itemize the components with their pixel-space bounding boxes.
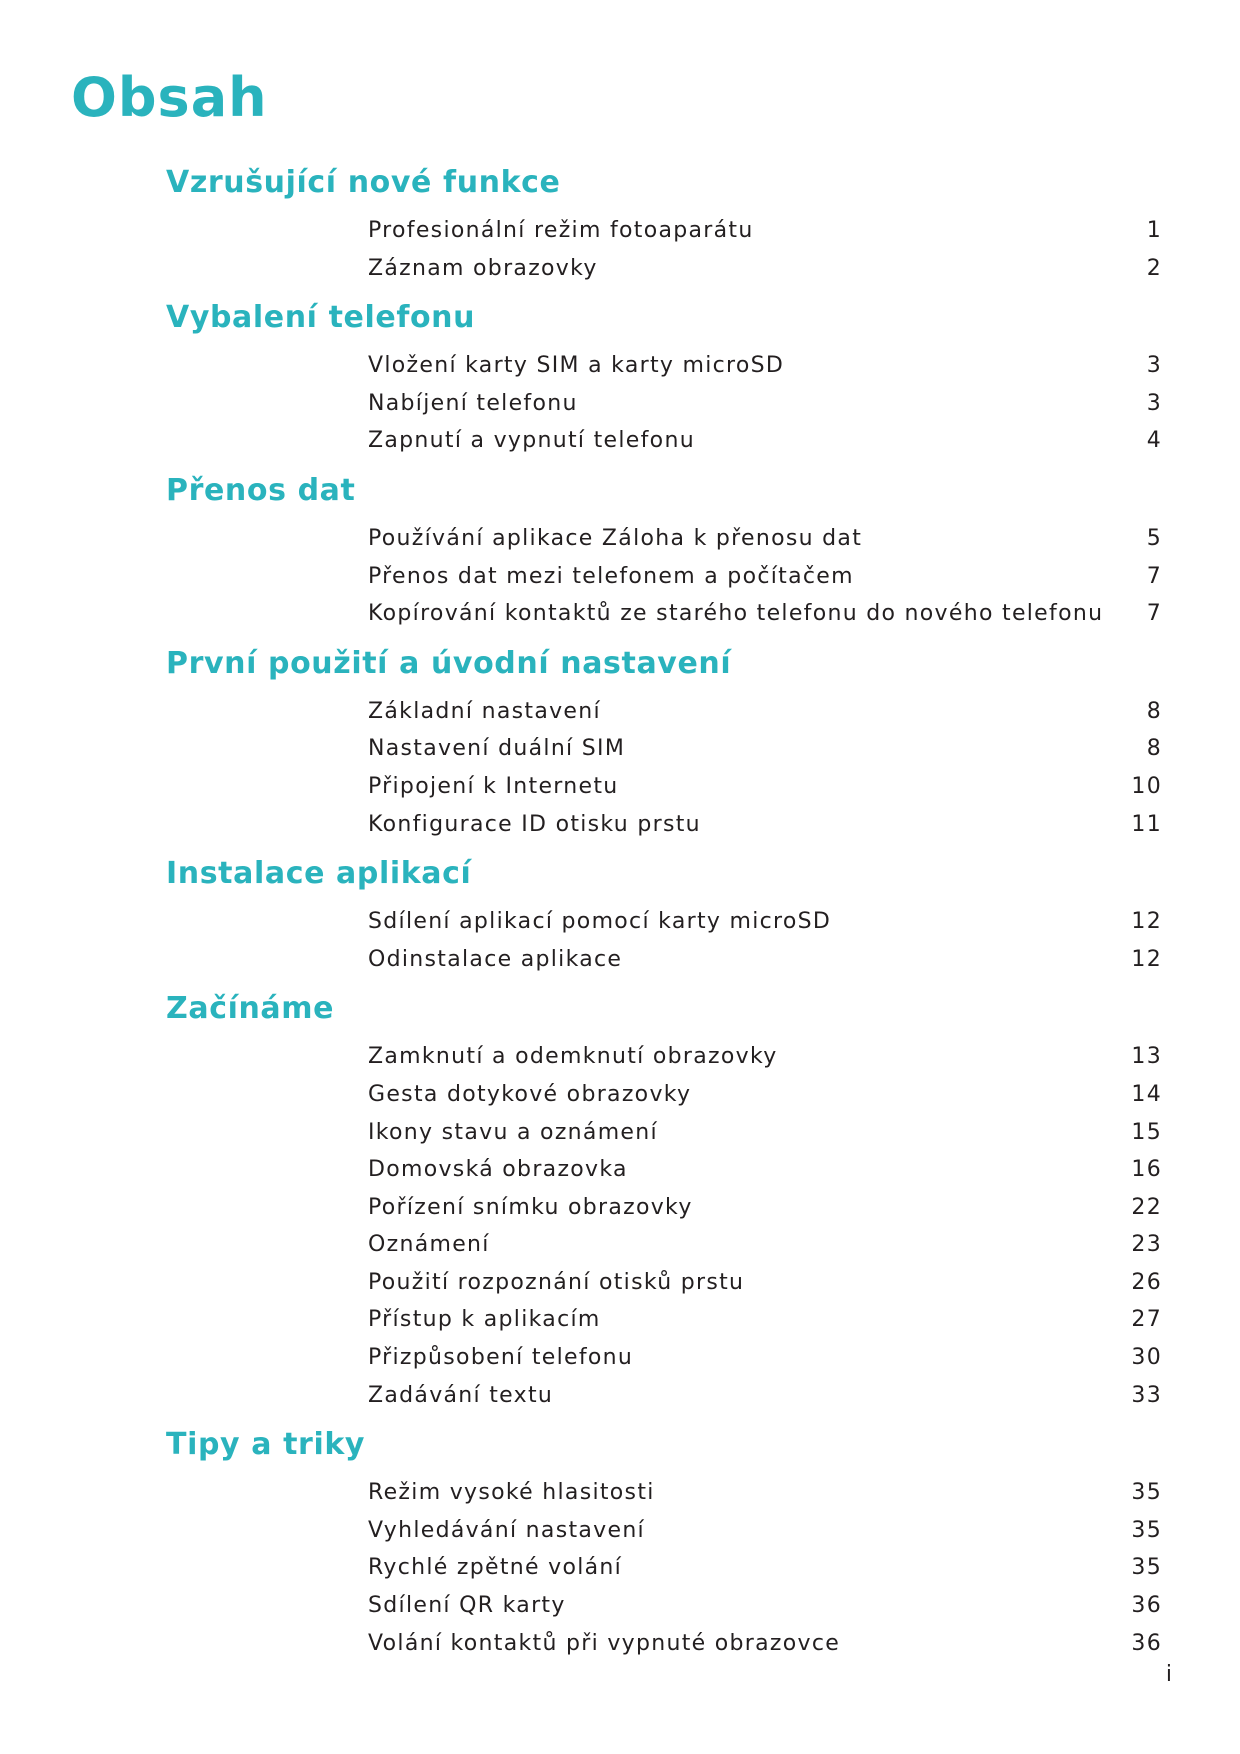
toc-entry[interactable] [0,1264,1240,1302]
entry-title: Konfigurace ID otisku prstu [368,811,701,837]
entry-page-number: 8 [1146,698,1162,724]
entry-title: Zamknutí a odemknutí obrazovky [368,1044,778,1070]
entry-page-number: 3 [1146,353,1162,379]
toc-entry[interactable] [0,1076,1240,1114]
section-heading[interactable]: Přenos dat [166,472,356,508]
toc-entry[interactable] [0,693,1240,731]
toc-section [0,641,1240,851]
toc-entry[interactable] [0,347,1240,385]
entry-page-number: 7 [1146,563,1162,589]
entry-title: Přístup k aplikacím [368,1307,601,1333]
entry-title: Používání aplikace Záloha k přenosu dat [368,525,863,551]
entry-title: Zapnutí a vypnutí telefonu [368,428,695,454]
toc-entry[interactable] [0,558,1240,596]
toc-entry[interactable] [0,1339,1240,1377]
entry-title: Odinstalace aplikace [368,946,623,972]
entry-page-number: 16 [1131,1157,1162,1183]
entry-page-number: 26 [1131,1269,1162,1295]
entry-title: Nastavení duální SIM [368,736,626,762]
toc-entry[interactable] [0,1189,1240,1227]
entry-title: Ikony stavu a oznámení [368,1119,658,1145]
entry-title: Záznam obrazovky [368,255,598,281]
entry-title: Režim vysoké hlasitosti [368,1480,655,1506]
entry-page-number: 33 [1131,1382,1162,1408]
entry-title: Rychlé zpětné volání [368,1555,623,1581]
toc-entry[interactable] [0,1038,1240,1076]
entry-title: Sdílení aplikací pomocí karty microSD [368,909,832,935]
toc-entry[interactable] [0,422,1240,460]
entry-title: Oznámení [368,1232,490,1258]
entry-page-number: 12 [1131,946,1162,972]
section-heading[interactable]: Instalace aplikací [166,856,472,892]
toc-entry[interactable] [0,730,1240,768]
toc-entry[interactable] [0,595,1240,633]
entry-page-number: 10 [1131,773,1162,799]
section-heading[interactable]: Začínáme [166,991,335,1027]
entry-title: Základní nastavení [368,698,601,724]
entry-title: Domovská obrazovka [368,1157,628,1183]
toc-entry[interactable] [0,1512,1240,1550]
toc-section [0,160,1240,295]
toc-entry[interactable] [0,1301,1240,1339]
toc-section [0,468,1240,641]
page-number: i [1165,1662,1172,1687]
entry-title: Kopírování kontaktů ze starého telefonu do nového telefonu [368,601,1104,627]
entry-page-number: 2 [1146,255,1162,281]
toc-entry[interactable] [0,385,1240,423]
entry-title: Připojení k Internetu [368,773,619,799]
entry-page-number: 35 [1131,1555,1162,1581]
toc-entry[interactable] [0,1151,1240,1189]
section-heading[interactable]: Vzrušující nové funkce [166,165,561,200]
toc-entry[interactable] [0,941,1240,979]
entry-page-number: 23 [1131,1232,1162,1258]
entry-page-number: 36 [1131,1593,1162,1619]
entry-title: Vyhledávání nastavení [368,1517,645,1543]
toc-entry[interactable] [0,1549,1240,1587]
entry-title: Vložení karty SIM a karty microSD [368,353,785,379]
toc-entry[interactable] [0,1377,1240,1415]
entry-page-number: 30 [1131,1345,1162,1371]
entry-page-number: 14 [1131,1081,1162,1107]
section-heading[interactable]: Vybalení telefonu [166,300,476,336]
entry-page-number: 7 [1146,601,1162,627]
toc-entry[interactable] [0,1474,1240,1512]
entry-page-number: 5 [1146,525,1162,551]
entry-page-number: 15 [1131,1119,1162,1145]
entry-title: Přenos dat mezi telefonem a počítačem [368,563,854,589]
entry-page-number: 1 [1146,218,1162,243]
toc-entry[interactable] [0,768,1240,806]
entry-page-number: 27 [1131,1307,1162,1333]
entry-title: Pořízení snímku obrazovky [368,1194,693,1220]
entry-page-number: 8 [1146,736,1162,762]
entry-page-number: 4 [1146,428,1162,454]
toc-entry[interactable] [0,520,1240,558]
section-heading[interactable]: Tipy a triky [166,1427,366,1463]
entry-title: Nabíjení telefonu [368,390,578,416]
section-heading[interactable]: První použití a úvodní nastavení [166,645,732,681]
toc-section [0,851,1240,986]
entry-page-number: 35 [1131,1480,1162,1506]
entry-title: Přizpůsobení telefonu [368,1345,634,1371]
entry-title: Použití rozpoznání otisků prstu [368,1269,745,1295]
toc-section [0,1422,1240,1670]
table-of-contents [0,160,1240,1670]
entry-title: Profesionální režim fotoaparátu [368,218,754,243]
entry-title: Volání kontaktů při vypnuté obrazovce [368,1630,841,1656]
toc-entry[interactable] [0,212,1240,250]
toc-entry[interactable] [0,1226,1240,1264]
entry-page-number: 36 [1131,1630,1162,1656]
toc-entry[interactable] [0,250,1240,288]
toc-entry[interactable] [0,1587,1240,1625]
toc-section [0,986,1240,1422]
entry-title: Sdílení QR karty [368,1593,566,1619]
entry-page-number: 3 [1146,390,1162,416]
entry-page-number: 11 [1131,811,1162,837]
toc-entry[interactable] [0,1625,1240,1663]
toc-entry[interactable] [0,903,1240,941]
toc-section [0,295,1240,468]
entry-page-number: 13 [1131,1044,1162,1070]
entry-title: Gesta dotykové obrazovky [368,1081,692,1107]
entry-page-number: 35 [1131,1517,1162,1543]
entry-page-number: 12 [1131,909,1162,935]
toc-entry[interactable] [0,806,1240,844]
toc-entry[interactable] [0,1114,1240,1152]
entry-page-number: 22 [1131,1194,1162,1220]
page-title: Obsah [71,66,268,129]
entry-title: Zadávání textu [368,1382,554,1408]
